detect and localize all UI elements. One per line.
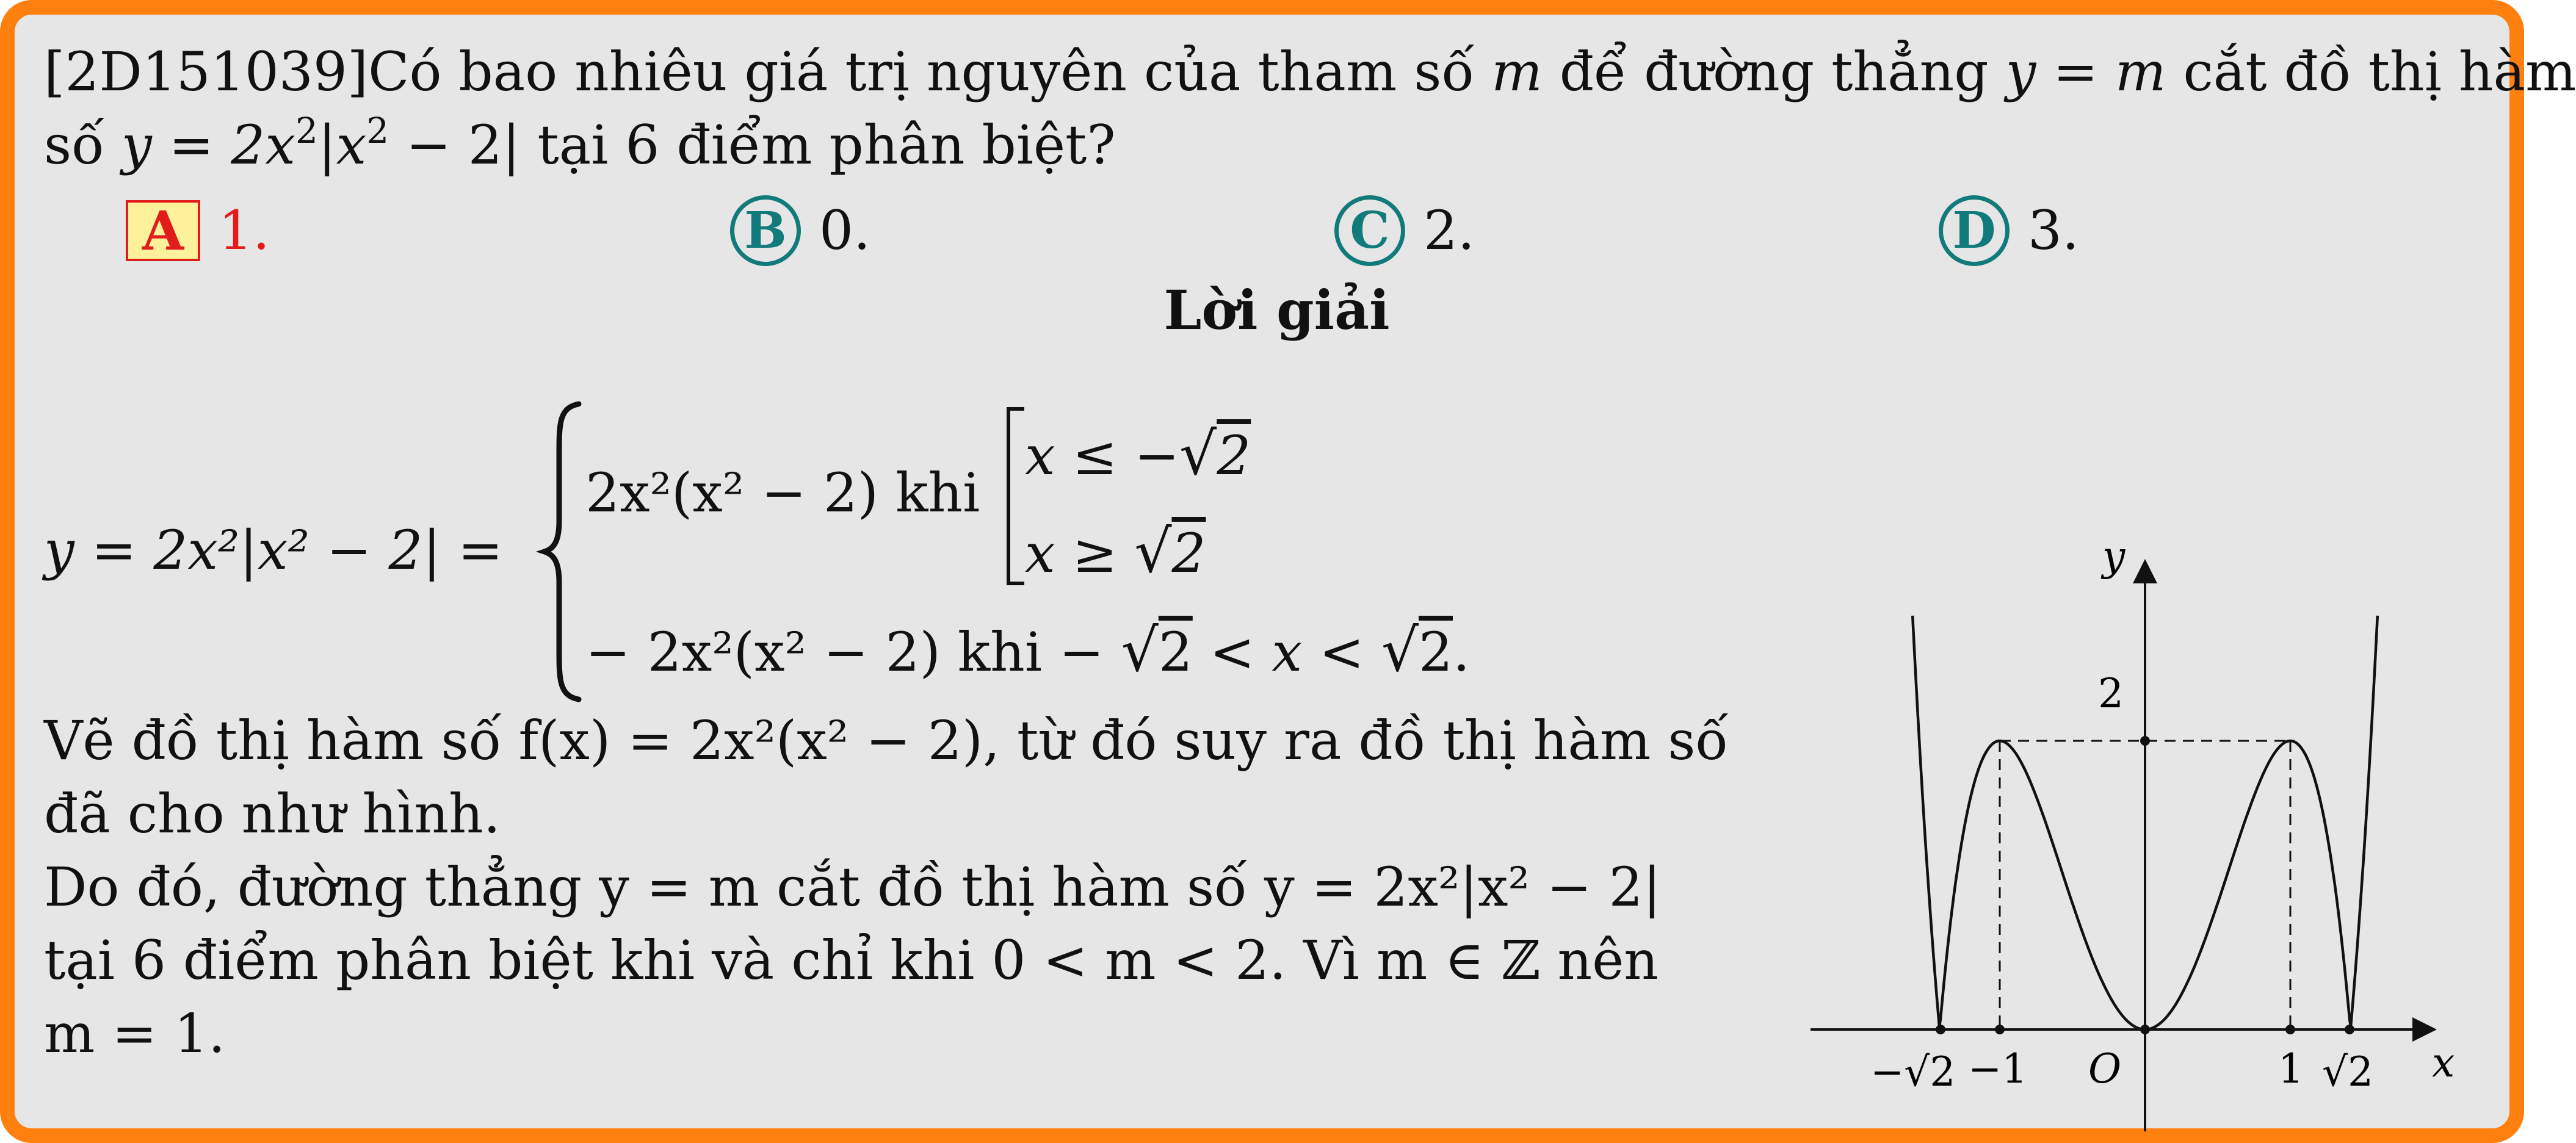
x-tick-1: 1: [2278, 1045, 2304, 1092]
point-origin: [2140, 1025, 2150, 1034]
radicand: 2: [1217, 424, 1251, 487]
question-code: [2D151039]: [44, 40, 369, 103]
question-text-part: cắt đồ thị hàm: [2166, 40, 2576, 103]
x-axis-label: x: [2432, 1039, 2455, 1086]
case-2-inequality: < x <: [1192, 621, 1381, 683]
question-line-2: [44, 109, 2492, 182]
question-text: [44, 35, 2576, 182]
point-sqrt2: [2345, 1025, 2354, 1034]
point-neg-sqrt2: [1936, 1025, 1945, 1034]
choice-d-badge: D: [1939, 195, 2010, 266]
explanation-line: Do đó, đường thẳng y = m cắt đồ thị hàm số y = 2x²|x² − 2|: [44, 856, 1662, 918]
choice-d[interactable]: [1939, 193, 2079, 269]
var-x: x: [265, 114, 296, 176]
x-tick-neg1: −1: [1968, 1045, 2028, 1092]
case-2-expression: [585, 614, 1470, 689]
choice-a-badge: A: [126, 200, 200, 261]
var-m: m: [2115, 40, 2166, 103]
point-y2: [2140, 736, 2150, 746]
origin-label: O: [2088, 1045, 2122, 1092]
left-brace: [541, 399, 584, 704]
choice-c[interactable]: [1334, 193, 1475, 269]
choice-b[interactable]: [730, 193, 870, 269]
case-1-expression: 2x²(x² − 2) khi: [585, 461, 980, 524]
point-1: [2285, 1025, 2295, 1034]
choice-b-badge: B: [730, 195, 801, 266]
question-text-part: số: [44, 114, 121, 176]
y-tick-2: 2: [2098, 670, 2124, 717]
choice-c-badge: C: [1334, 195, 1405, 266]
case-2-text: − 2x²(x² − 2) khi −: [585, 621, 1121, 683]
choice-b-value: 0.: [819, 199, 870, 262]
choice-d-value: 3.: [2028, 199, 2079, 262]
point-neg1: [1995, 1025, 2005, 1034]
var-m: m: [1491, 40, 1543, 103]
choice-a[interactable]: [126, 193, 270, 269]
var-y: y: [2005, 40, 2036, 103]
radicand: 2: [1171, 522, 1206, 585]
solution-title: Lời giải: [1163, 278, 1390, 342]
question-text-part: tại 6 điểm phân biệt?: [520, 114, 1116, 176]
question-line-1: [44, 35, 2576, 109]
explanation-line: tại 6 điểm phân biệt khi và chỉ khi 0 < m < 2. Vì m ∈ ℤ nên: [44, 929, 1659, 992]
exponent: 2: [295, 110, 318, 151]
radicand: 2: [1158, 621, 1193, 683]
choice-a-value: 1.: [219, 199, 270, 262]
choice-c-value: 2.: [1424, 199, 1475, 262]
condition-1: [1025, 417, 1251, 492]
function-lhs: y = 2: [121, 114, 266, 176]
question-text-part: Có bao nhiêu giá trị nguyên của tham số: [368, 40, 1492, 103]
explanation-line: Vẽ đồ thị hàm số f(x) = 2x²(x² − 2), từ đó suy ra đồ thị hàm số: [44, 709, 1729, 772]
function-graph: [1785, 533, 2462, 1131]
sqrt-sign: √: [1179, 420, 1217, 488]
piecewise-lhs: y = 2x²|x² − 2| =: [44, 519, 503, 582]
y-axis-label: y: [2102, 533, 2126, 580]
sqrt-sign: √: [1121, 616, 1159, 685]
sqrt-sign: √: [1134, 517, 1172, 586]
condition-1-text: x ≤ −: [1025, 424, 1180, 487]
x-tick-sqrt2: √2: [2322, 1048, 2374, 1095]
condition-2-text: x ≥: [1025, 522, 1135, 585]
condition-2: [1025, 515, 1206, 590]
radicand: 2: [1418, 621, 1453, 683]
x-tick-neg-sqrt2: −√2: [1870, 1048, 1956, 1095]
period: .: [1452, 621, 1470, 683]
left-bracket: [1004, 405, 1028, 588]
abs-bar: |: [317, 114, 336, 176]
equals-sign: =: [2036, 40, 2116, 103]
var-x: x: [336, 114, 367, 176]
exponent: 2: [366, 110, 389, 151]
explanation-line: đã cho như hình.: [44, 782, 501, 845]
explanation-line: m = 1.: [44, 1002, 226, 1065]
function-rest: − 2|: [389, 114, 521, 176]
question-text-part: để đường thẳng: [1542, 40, 2006, 103]
sqrt-sign: √: [1381, 616, 1419, 685]
